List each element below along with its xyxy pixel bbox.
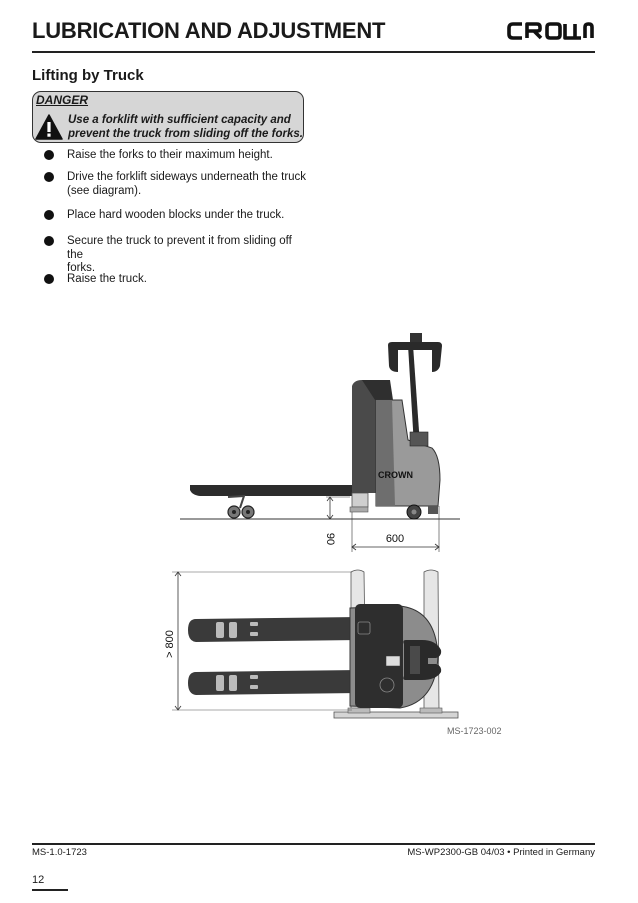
list-item-text: Raise the truck. (67, 273, 147, 285)
warning-triangle-icon (35, 114, 63, 140)
danger-text (68, 113, 303, 141)
crown-logo (505, 18, 595, 44)
page-number-rule (32, 889, 68, 891)
footer-rule (32, 843, 595, 845)
list-item-text: forks. (67, 262, 96, 274)
dim-length-label: 600 (385, 533, 405, 545)
footer-publication: MS-WP2300-GB 04/03 • Printed in Germany (407, 847, 595, 858)
section-title: Lifting by Truck (32, 67, 144, 84)
list-item-text: Place hard wooden blocks under the truck. (67, 209, 285, 221)
list-item (67, 149, 307, 163)
truck-brand: CROWN (378, 470, 413, 480)
truck-diagram (160, 325, 480, 725)
figure-code: MS-1723-002 (447, 726, 502, 736)
header-rule (32, 51, 595, 53)
danger-line: prevent the truck from sliding off the forks. (68, 128, 303, 140)
list-item (67, 273, 307, 287)
side-view (180, 333, 460, 552)
list-item-text: Drive the forklift sideways underneath the truck (67, 171, 307, 183)
list-item-text: (see diagram). (67, 184, 142, 197)
bullet (44, 172, 54, 182)
list-item-text: Secure the truck to prevent it from sliding off the (67, 235, 292, 261)
bullet (44, 150, 54, 160)
list-item-text: Raise the forks to their maximum height. (67, 149, 273, 161)
list-item (67, 209, 307, 223)
bullet (44, 274, 54, 284)
danger-line: Use a forklift with sufficient capacity and (68, 114, 291, 126)
page-title: LUBRICATION AND ADJUSTMENT (32, 18, 386, 43)
top-view (164, 570, 458, 718)
danger-box (32, 91, 304, 143)
list-item (67, 235, 307, 276)
bullet (44, 210, 54, 220)
list-item (67, 171, 307, 198)
danger-label: DANGER (36, 93, 89, 107)
page-number: 12 (32, 874, 45, 886)
footer-doc-code: MS-1.0-1723 (32, 847, 87, 858)
dim-width-label: > 800 (164, 630, 176, 658)
bullet (44, 236, 54, 246)
dim-height-label: 90 (324, 532, 336, 546)
